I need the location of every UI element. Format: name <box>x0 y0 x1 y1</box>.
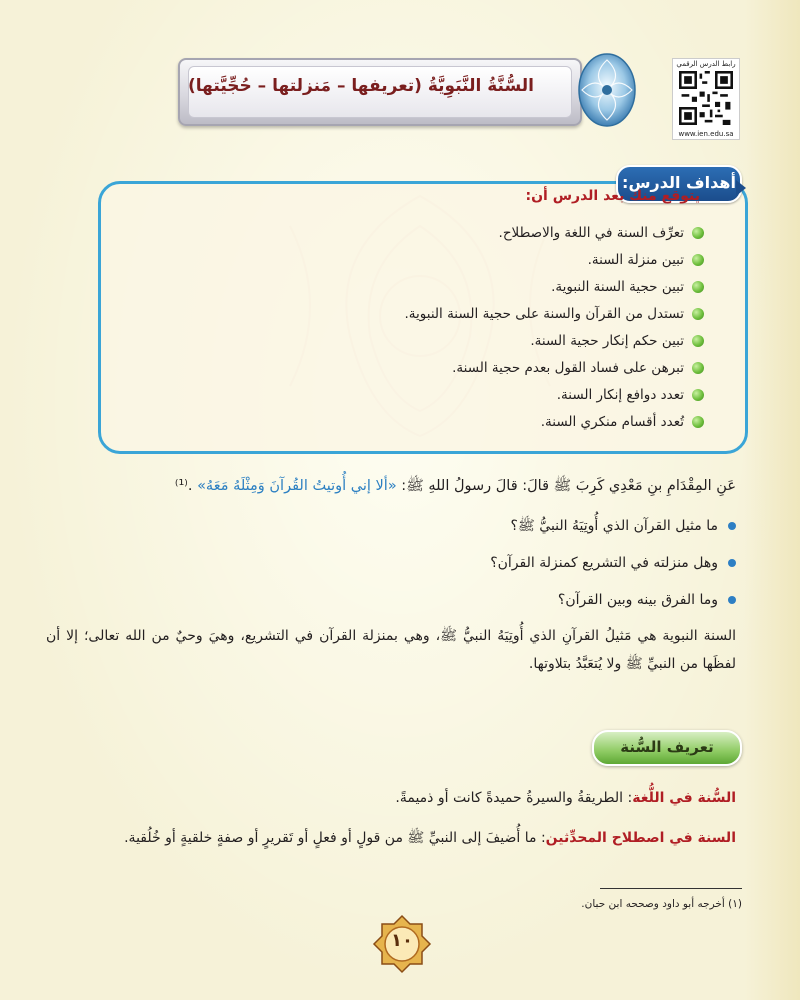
bullet-icon <box>692 362 704 374</box>
bullet-icon <box>692 389 704 401</box>
objective-item: تعدد دوافع إنكار السنة. <box>144 382 704 409</box>
title-banner <box>178 58 582 126</box>
objective-item: تبين حجية السنة النبوية. <box>144 274 704 301</box>
objectives-tab: أهداف الدرس: <box>616 165 742 203</box>
hadith-intro: عَنِ المِقْدَامِ بنِ مَعْدِي كَرِبَ ﷺ قالَ: قالَ رسولُ اللهِ ﷺ: <box>396 478 736 494</box>
hadith-quote: «ألا إني أُوتيتُ القُرآنَ وَمِثْلَهُ مَعَهُ» <box>197 478 397 494</box>
rosette-ornament-icon <box>574 46 640 132</box>
objective-item: تبرهن على فساد القول بعدم حجية السنة. <box>144 355 704 382</box>
qr-code-icon <box>679 71 733 125</box>
objectives-intro: يتوقع منك بعد الدرس أن: <box>525 188 700 204</box>
bullet-icon <box>692 281 704 293</box>
bullet-icon <box>692 227 704 239</box>
questions-list <box>56 512 736 623</box>
objective-item: تعرِّف السنة في اللغة والاصطلاح. <box>144 220 704 247</box>
definition-technical <box>46 826 736 850</box>
bullet-icon <box>692 254 704 266</box>
bullet-icon <box>692 335 704 347</box>
objective-item: تبين منزلة السنة. <box>144 247 704 274</box>
page-number: ١٠ <box>391 930 413 951</box>
qr-block[interactable] <box>672 58 740 140</box>
qr-url[interactable]: www.ien.edu.sa <box>678 130 734 138</box>
page-edge <box>744 0 800 1000</box>
sunnah-paragraph: السنة النبوية هي مَثيلُ القرآنِ الذي أُوتِيَهُ النبيُّ ﷺ، وهي بمنزلة القرآن في التشريع، وهيَ وحيٌ من الله تعالى؛ إلا أن لفظَها من النبيِّ ﷺ ولا يُتعَبَّدُ بتلاوتها. <box>46 628 736 672</box>
footnote-divider <box>600 888 742 889</box>
footnote-ref[interactable]: .⁽¹⁾ <box>174 478 198 494</box>
objective-item: تبين حكم إنكار حجية السنة. <box>144 328 704 355</box>
bullet-icon <box>728 596 736 604</box>
bullet-icon <box>692 308 704 320</box>
objectives-tab-tail <box>736 180 746 196</box>
definition-linguistic <box>46 786 736 810</box>
qr-label: رابط الدرس الرقمي <box>676 60 736 68</box>
definition-term: السُّنة في اللُّغة <box>632 790 736 806</box>
page-title: السُّنَّةُ النَّبَوِيَّةُ (تعريفها – مَنزلتها – حُجِّيَّتها) <box>188 76 534 96</box>
question-item: ما مثيل القرآن الذي أُوتِيَهُ النبيُّ ﷺ؟ <box>56 512 736 549</box>
footnote: (١) أخرجه أبو داود وصححه ابن حبان. <box>581 898 742 910</box>
definition-text: : ما أُضيفَ إلى النبيِّ ﷺ من قولٍ أو فعلٍ أو تَقريرٍ أو صفةٍ خلقيةٍ أو خُلُقية. <box>124 830 546 846</box>
objective-item: تستدل من القرآن والسنة على حجية السنة النبوية. <box>144 301 704 328</box>
question-item: وما الفرق بينه وبين القرآن؟ <box>56 586 736 623</box>
section-heading: تعريف السُّنة <box>592 730 742 766</box>
hadith-text <box>56 474 736 498</box>
bullet-icon <box>728 522 736 530</box>
bullet-icon <box>728 559 736 567</box>
objectives-list <box>144 220 704 436</box>
question-item: وهل منزلته في التشريع كمنزلة القرآن؟ <box>56 549 736 586</box>
bullet-icon <box>692 416 704 428</box>
objective-item: تُعدد أقسام منكري السنة. <box>144 409 704 436</box>
definition-text: : الطريقةُ والسيرةُ حميدةً كانت أو ذميمةً. <box>395 790 633 806</box>
definition-term: السنة في اصطلاح المحدِّثين <box>545 830 736 846</box>
